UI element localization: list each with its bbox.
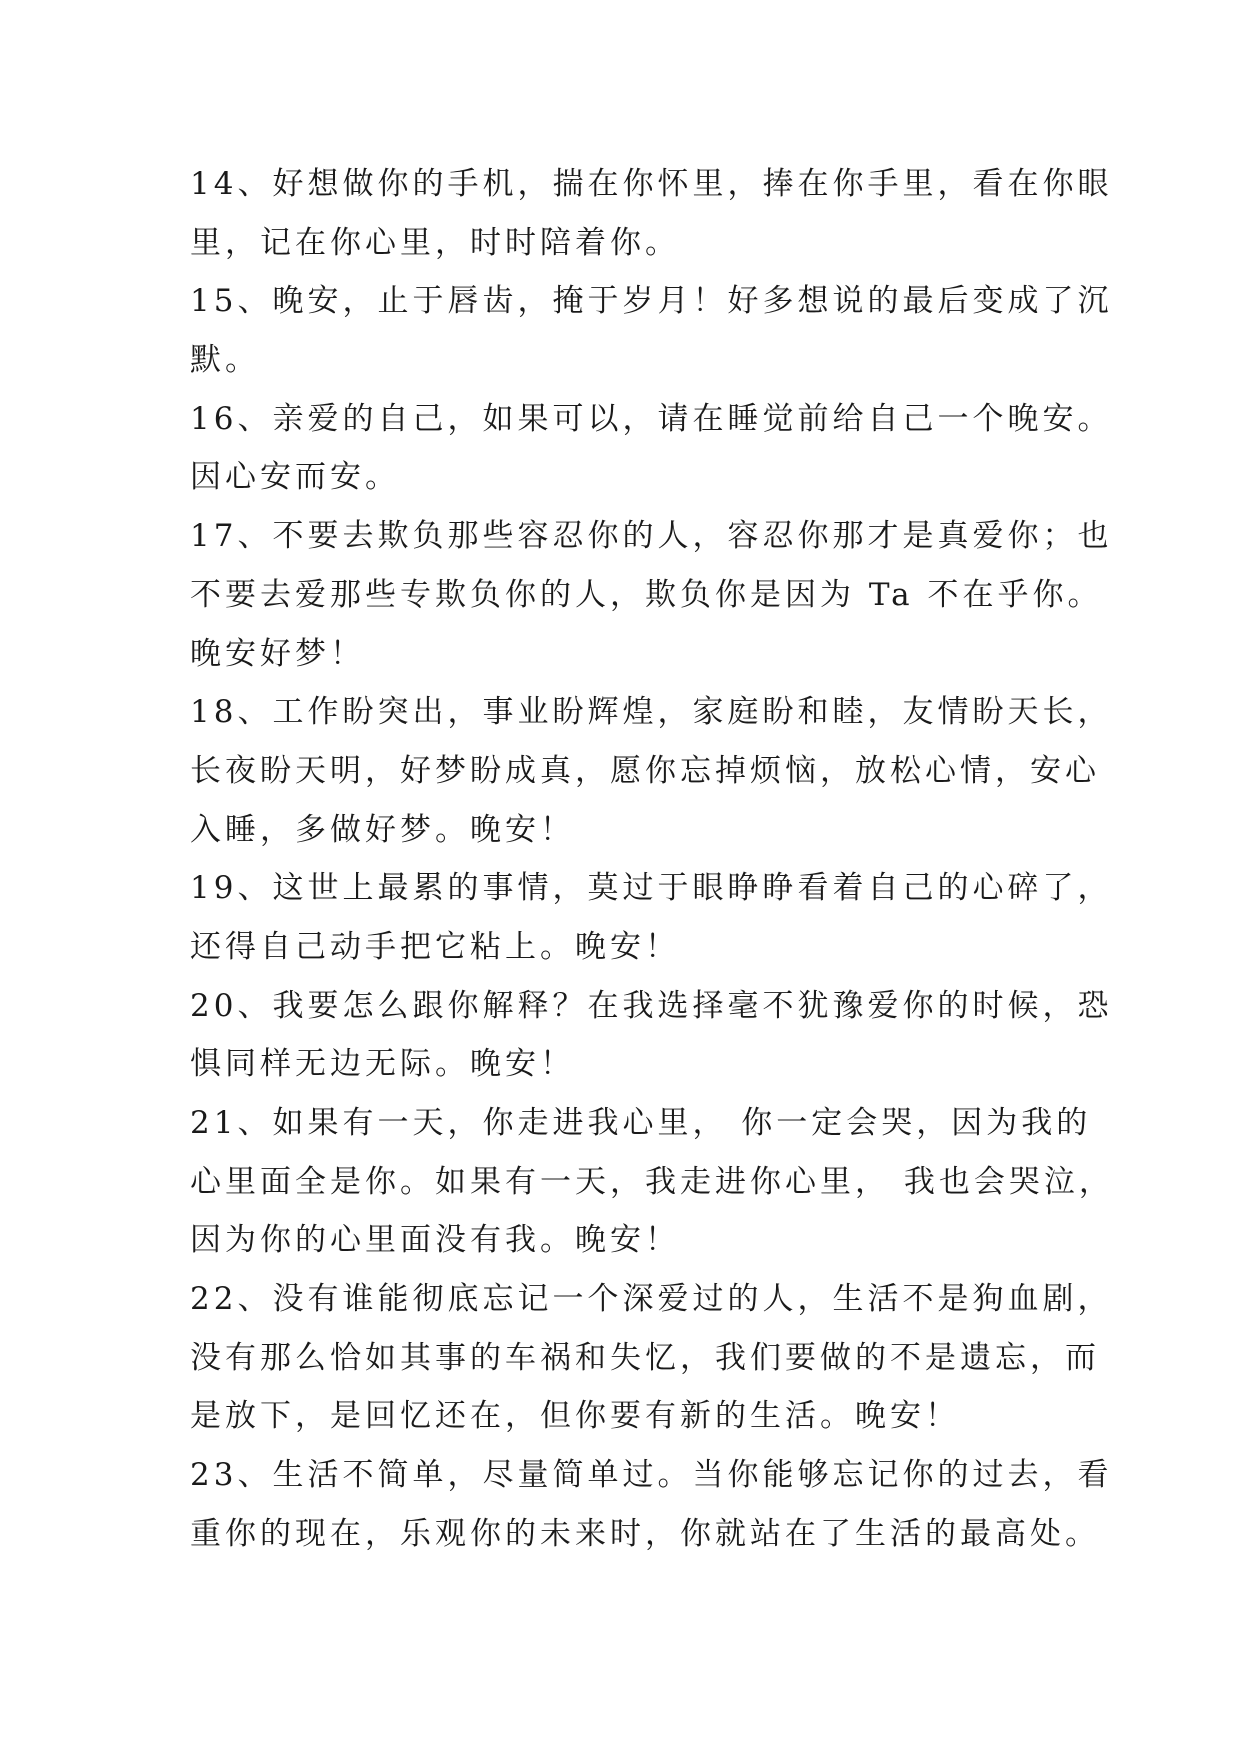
entry-21 [190,1094,1114,1270]
entry-line: 14、好想做你的手机，揣在你怀里，捧在你手里，看在你眼 [190,166,1113,202]
entry-17 [190,507,1113,683]
entry-line: 20、我要怎么跟你解释？在我选择毫不犹豫爱你的时候，恐 [190,987,1113,1024]
entry-line: 18、工作盼突出，事业盼辉煌，家庭盼和睦，友情盼天长， [190,694,1113,731]
entry-line: 因为你的心里面没有我。晚安！ [190,1222,680,1259]
entry-line: 长夜盼天明，好梦盼成真，愿你忘掉烦恼，放松心情，安心 [190,752,1100,789]
entry-line: 没有那么恰如其事的车祸和失忆，我们要做的不是遗忘，而 [190,1339,1100,1376]
entry-line: 晚安好梦！ [190,635,365,672]
entry-line: 23、生活不简单，尽量简单过。当你能够忘记你的过去，看 [190,1457,1113,1494]
entry-line: 入睡，多做好梦。晚安！ [190,811,575,848]
entry-line: 惧同样无边无际。晚安！ [190,1046,575,1083]
entry-line: 重你的现在，乐观你的未来时，你就站在了生活的最高处。 [190,1515,1100,1552]
entry-line: 17、不要去欺负那些容忍你的人，容忍你那才是真爱你；也 [190,518,1113,555]
entry-line: 里，记在你心里，时时陪着你。 [190,224,680,261]
entry-line: 16、亲爱的自己，如果可以，请在睡觉前给自己一个晚安。 [190,400,1113,437]
entry-20 [190,977,1113,1094]
entry-line: 还得自己动手把它粘上。晚安！ [190,928,680,965]
entry-line: 21、如果有一天，你走进我心里， 你一定会哭，因为我的 [190,1105,1092,1141]
entry-line: 是放下，是回忆还在，但你要有新的生活。晚安！ [190,1398,960,1435]
entry-23 [190,1446,1113,1563]
entry-22 [190,1270,1113,1446]
entry-15 [190,272,1113,389]
document-body [190,155,1114,1564]
entry-line: 19、这世上最累的事情，莫过于眼睁睁看着自己的心碎了， [190,870,1113,907]
entry-18 [190,683,1113,859]
entry-line: 默。 [190,342,260,379]
entry-line: 15、晚安，止于唇齿，掩于岁月！好多想说的最后变成了沉 [190,283,1113,320]
entry-16 [190,390,1113,507]
entry-line: 因心安而安。 [190,459,400,496]
entry-line: 不要去爱那些专欺负你的人，欺负你是因为 Ta 不在乎你。 [190,576,1103,613]
entry-14 [190,155,1113,272]
entry-line: 心里面全是你。如果有一天，我走进你心里， 我也会哭泣， [190,1163,1114,1200]
entry-line: 22、没有谁能彻底忘记一个深爱过的人，生活不是狗血剧， [190,1281,1113,1318]
entry-19 [190,859,1113,976]
